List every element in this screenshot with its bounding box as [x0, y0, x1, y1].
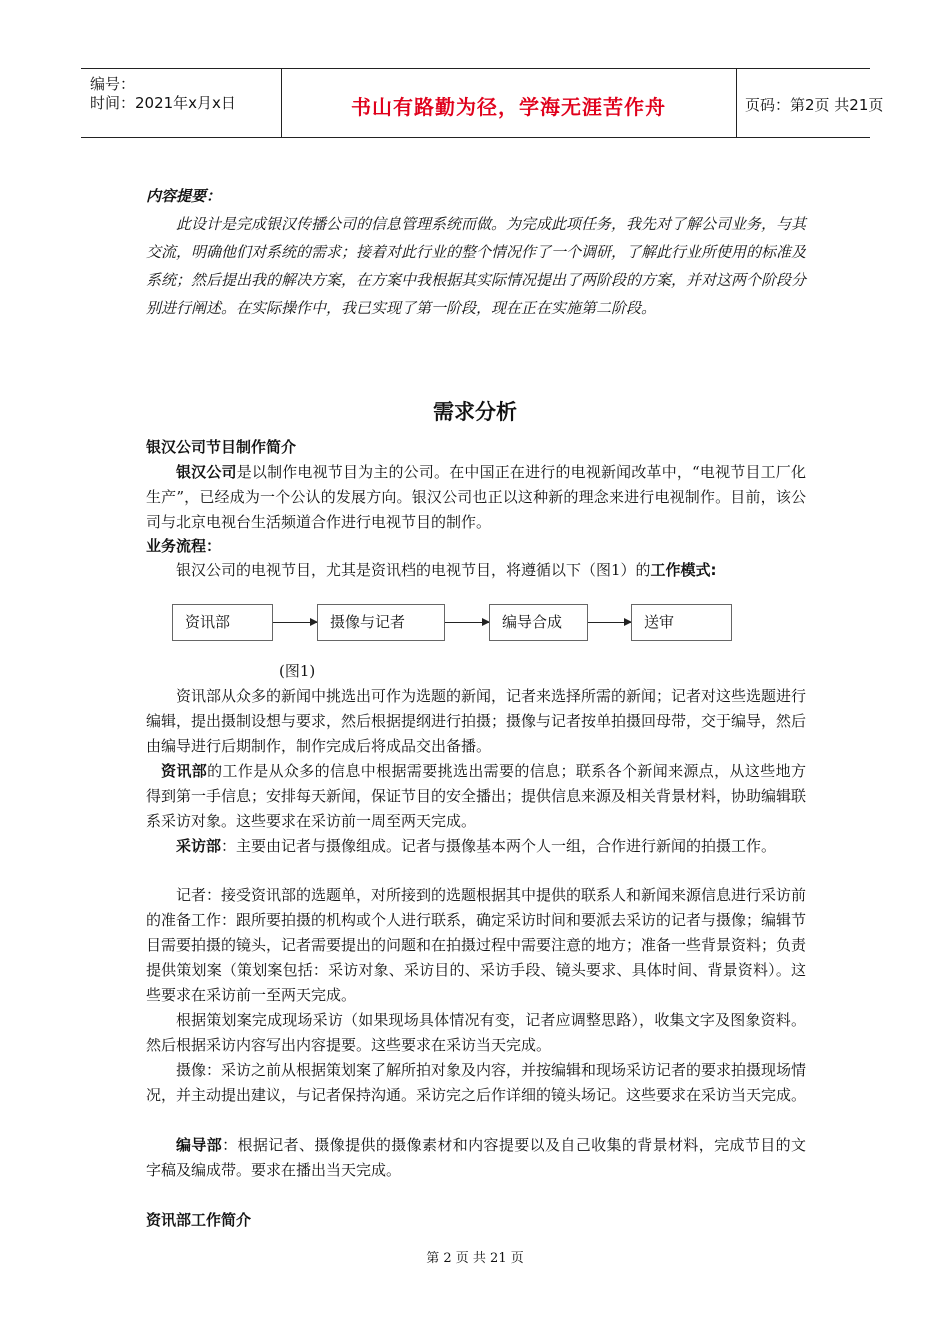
paragraph-camera: 摄像：采访之前从根据策划案了解所拍对象及内容，并按编辑和现场采访记者的要求拍摄现场情况，并主动提出建议，与记者保持沟通。采访完之后作详细的镜头场记。这些要求在采访当天完成。	[146, 1061, 807, 1104]
header-info-cell	[81, 69, 282, 137]
interview-dept-lead: 采访部	[176, 837, 222, 855]
flow-arrow	[273, 622, 317, 623]
figure-caption: (图1)	[279, 662, 316, 680]
abstract-text: 此设计是完成银汉传播公司的信息管理系统而做。为完成此项任务，我先对了解公司业务，与其交流，明确他们对系统的需求；接着对此行业的整个情况作了一个调研，了解此行业所使用的标准及系统；然后提出我的解决方案，在方案中我根据其实际情况提出了两阶段的方案，并对这两个阶段分别进行阐述。在实际操作中，我已实现了第一阶段，现在正在实施第二阶段。	[146, 215, 807, 317]
info-dept-lead: 资讯部	[161, 762, 208, 780]
process-paragraph	[146, 558, 806, 583]
workflow-diagram	[172, 604, 732, 642]
header-page-label: 页码：第2页 共21页	[745, 96, 884, 114]
directing-dept-text: ：根据记者、摄像提供的摄像素材和内容提要以及自己收集的背景材料，完成节目的文字稿及编成带。要求在播出当天完成。	[146, 1136, 806, 1179]
flow-box-review: 送审	[631, 604, 732, 641]
intro-lead: 银汉公司	[176, 463, 237, 481]
paragraph-interview-dept	[146, 834, 806, 859]
flow-box-camera-reporter: 摄像与记者	[317, 604, 445, 641]
abstract-title: 内容提要：	[146, 187, 222, 205]
info-dept-text: 的工作是从众多的信息中根据需要挑选出需要的信息；联系各个新闻来源点，从这些地方得到第一手信息；安排每天新闻，保证节目的安全播出；提供信息来源及相关背景材料，协助编辑联系采访对象。这些要求在采访前一周至两天完成。	[146, 762, 807, 830]
header-code-label: 编号：	[90, 75, 136, 93]
paragraph-onsite: 根据策划案完成现场采访（如果现场具体情况有变，记者应调整思路），收集文字及图象资料。然后根据采访内容写出内容提要。这些要求在采访当天完成。	[146, 1011, 806, 1054]
intro-heading: 银汉公司节目制作简介	[146, 438, 297, 456]
header-motto-cell	[281, 69, 737, 137]
next-heading: 资讯部工作简介	[146, 1211, 252, 1229]
intro-text: 是以制作电视节目为主的公司。在中国正在进行的电视新闻改革中，“电视节目工厂化生产”，已经成为一个公认的发展方向。银汉公司也正以这种新的理念来进行电视制作。目前，该公司与北京电视台生活频道合作进行电视节目的制作。	[146, 463, 806, 531]
intro-paragraph	[146, 460, 806, 535]
process-text: 银汉公司的电视节目，尤其是资讯档的电视节目，将遵循以下（图1）的	[176, 561, 651, 579]
flow-box-editing: 编导合成	[489, 604, 588, 641]
flow-arrow	[445, 622, 489, 623]
paragraph-overview: 资讯部从众多的新闻中挑选出可作为选题的新闻，记者来选择所需的新闻；记者对这些选题进行编辑，提出摄制设想与要求，然后根据提纲进行拍摄；摄像与记者按单拍摄回母带，交于编导，然后由编导进行后期制作，制作完成后将成品交出备播。	[146, 687, 807, 755]
section-title: 需求分析	[433, 400, 517, 424]
interview-dept-text: ：主要由记者与摄像组成。记者与摄像基本两个人一组，合作进行新闻的拍摄工作。	[221, 837, 777, 855]
process-heading: 业务流程：	[146, 537, 222, 555]
header-motto: 书山有路勤为径，学海无涯苦作舟	[351, 95, 666, 119]
header-date-label: 时间：2021年x月x日	[90, 94, 236, 112]
process-bold-end: 工作模式:	[650, 561, 717, 579]
directing-dept-lead: 编导部	[176, 1136, 223, 1154]
flow-box-info-dept: 资讯部	[172, 604, 273, 641]
flow-arrow	[588, 622, 631, 623]
page-footer: 第 2 页 共 21 页	[426, 1251, 524, 1266]
paragraph-info-dept	[146, 759, 806, 834]
header-page-cell	[737, 69, 884, 137]
page-header	[81, 68, 884, 138]
paragraph-directing-dept	[146, 1133, 806, 1183]
paragraph-reporter: 记者：接受资讯部的选题单，对所接到的选题根据其中提供的联系人和新闻来源信息进行采访前的准备工作：跟所要拍摄的机构或个人进行联系，确定采访时间和要派去采访的记者与摄像；编辑节目需要拍摄的镜头，记者需要提出的问题和在拍摄过程中需要注意的地方；准备一些背景资料；负责提供策划案（策划案包括：采访对象、采访目的、采访手段、镜头要求、具体时间、背景资料）。这些要求在采访前一至两天完成。	[146, 886, 807, 1004]
